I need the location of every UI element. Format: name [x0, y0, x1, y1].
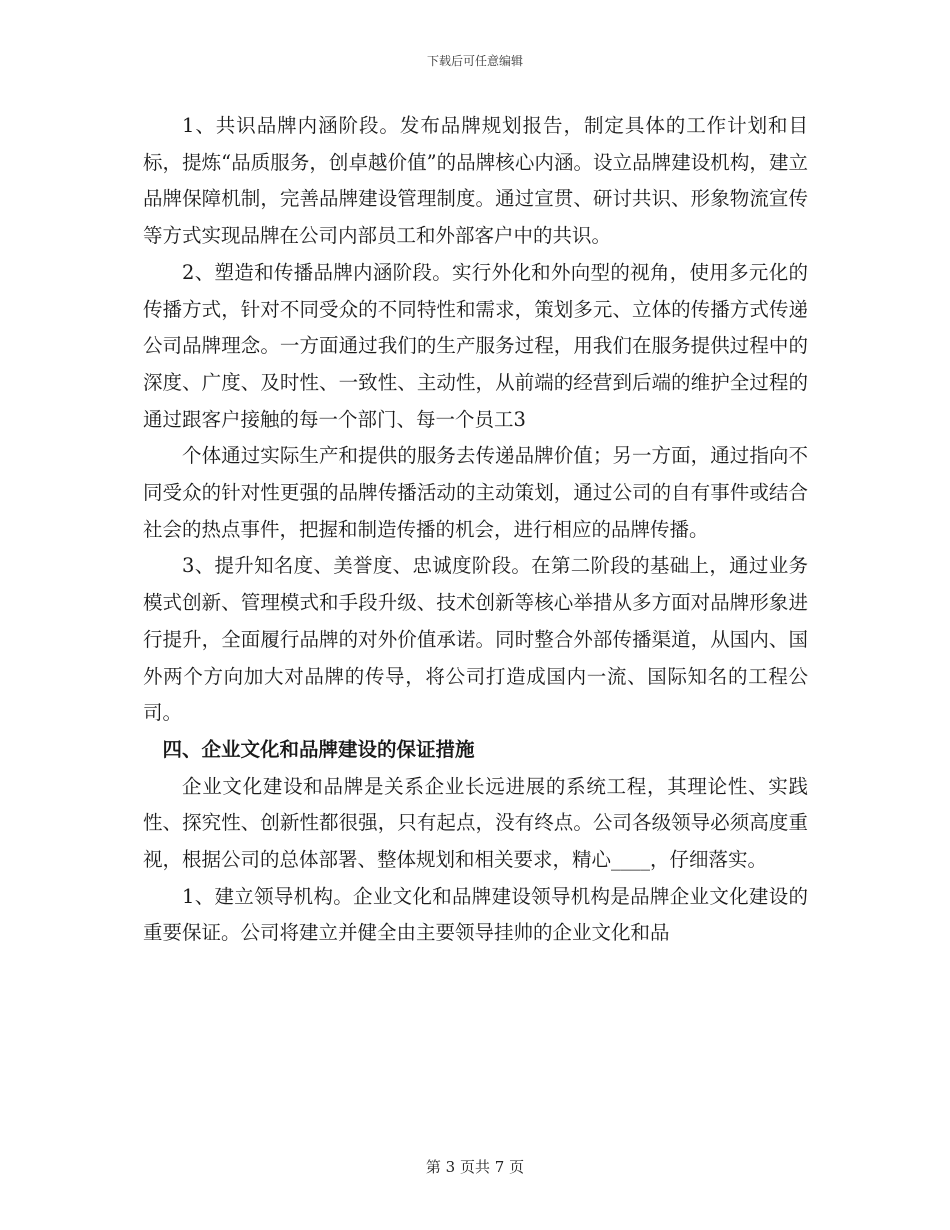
page-header: 下载后可任意编辑: [426, 54, 523, 68]
paragraph-brand-reputation: 3、提升知名度、美誉度、忠诚度阶段。在第二阶段的基础上，通过业务模式创新、管理模式和手段升级、技术创新等核心举措从多方面对品牌形象进行提升，全面履行品牌的对外价值承诺。同时整合外部传播渠道，从国内、国外两个方向加大对品牌的传导，将公司打造成国内一流、国际知名的工程公司。: [143, 554, 808, 725]
paragraph-individual-delivery: 个体通过实际生产和提供的服务去传递品牌价值；另一方面，通过指向不同受众的针对性更强的品牌传播活动的主动策划，通过公司的自有事件或结合社会的热点事件，把握和制造传播的机会，进行相应的品牌传播。: [143, 444, 808, 541]
document-body: [143, 108, 808, 952]
paragraph-brand-dissemination: 2、塑造和传播品牌内涵阶段。实行外化和外向型的视角，使用多元化的传播方式，针对不同受众的不同特性和需求，策划多元、立体的传播方式传递公司品牌理念。一方面通过我们的生产服务过程，用我们在服务提供过程中的深度、广度、及时性、一致性、主动性，从前端的经营到后端的维护全过程的通过跟客户接触的每一个部门、每一个员工3: [143, 260, 808, 431]
paragraph-brand-consensus: 1、共识品牌内涵阶段。发布品牌规划报告，制定具体的工作计划和目标，提炼“品质服务，创卓越价值”的品牌核心内涵。设立品牌建设机构，建立品牌保障机制，完善品牌建设管理制度。通过宣贯、研讨共识、形象物流宣传等方式实现品牌在公司内部员工和外部客户中的共识。: [143, 114, 808, 248]
paragraph-leadership-body: 1、建立领导机构。企业文化和品牌建设领导机构是品牌企业文化建设的重要保证。公司将建立并健全由主要领导挂帅的企业文化和品: [143, 884, 808, 945]
section-heading-guarantees: 四、企业文化和品牌建设的保证措施: [162, 737, 475, 761]
page-footer: 第 3 页共 7 页: [425, 1158, 525, 1176]
paragraph-culture-system: 企业文化建设和品牌是关系企业长远进展的系统工程，其理论性、实践性、探究性、创新性都很强，只有起点，没有终点。公司各级领导必须高度重视，根据公司的总体部署、整体规划和相关要求，精心____，仔细落实。: [143, 774, 808, 872]
